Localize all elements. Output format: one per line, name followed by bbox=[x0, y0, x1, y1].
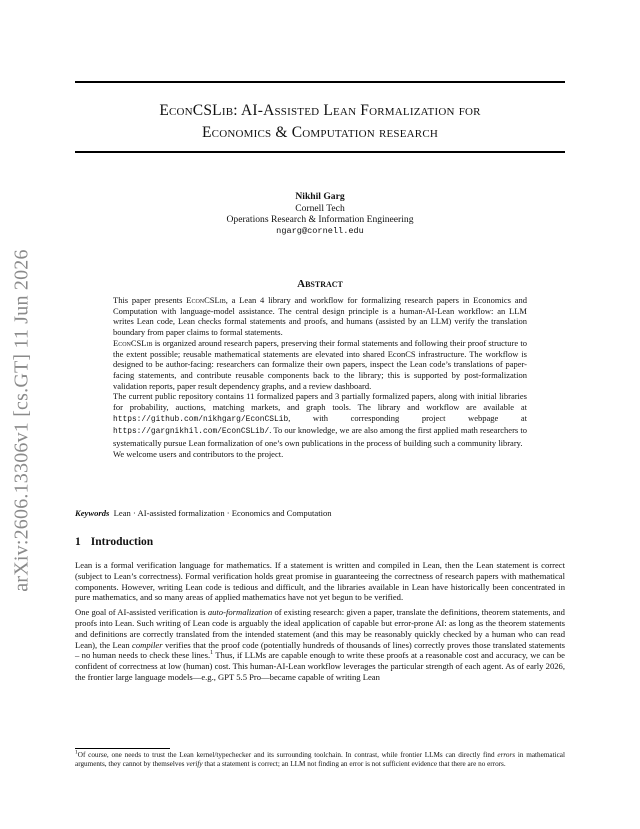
keywords-label: Keywords bbox=[75, 508, 110, 518]
abstract-heading: Abstract bbox=[297, 278, 343, 290]
author-affiliation-2: Operations Research & Information Engineering bbox=[226, 214, 414, 226]
library-name: EconCSLib bbox=[113, 337, 153, 348]
section-heading bbox=[75, 536, 153, 548]
abstract-paragraph-2 bbox=[113, 338, 527, 392]
section-title: Introduction bbox=[90, 536, 154, 548]
author-block bbox=[75, 191, 565, 237]
abstract-paragraph-3 bbox=[113, 391, 527, 449]
title-line-1: EconCSLib: AI-Assisted Lean Formalization for bbox=[159, 102, 481, 119]
abstract-text: is organized around research papers, preserving their formal statements and following their proof structure to the extent possible; reusable mathematical statements are elevated into shared EconCS infrastructure. The workflow is designed to be author-facing: researchers can formalize their own papers, inspect the Lean code’s translations of paper-facing statements, and contribute reusable components back to the library; this is supported by post-formalization validation reports, paper result dependency graphs, and a review dashboard. bbox=[113, 337, 527, 391]
title-rule-bottom bbox=[75, 151, 565, 153]
keywords-line bbox=[75, 508, 565, 519]
body-text: verifies that the proof code (potentially hundreds of thousands of lines) correctly proves those translated statements – no human needs to check these lines. bbox=[75, 639, 565, 661]
footnote-text: in mathematical arguments, they cannot by themselves bbox=[75, 751, 565, 769]
footnote-number: 1 bbox=[75, 749, 78, 756]
title-rule-top bbox=[75, 81, 565, 83]
paper-title bbox=[75, 100, 565, 144]
abstract-text: The current public repository contains 11 formalized papers and 3 partially formalized papers, along with initial libraries for probability, auctions, matching markets, and graph tools. The library and workflow are available at bbox=[113, 391, 527, 413]
project-webpage-link[interactable]: https://gargnikhil.com/EconCSLib/ bbox=[113, 427, 270, 437]
abstract-paragraph-1 bbox=[113, 295, 527, 338]
abstract-text: , with corresponding project webpage at bbox=[288, 412, 527, 423]
footnote-rule bbox=[75, 748, 170, 749]
body-text: of existing research: given a paper, translate the definitions, theorem statements, and proofs into Lean. Such writing of Lean code is arguably the ideal application of capable but error-prone AI: as long as the theorem statements and definitions are correctly translated from the intended statement (and this may be reasonably quickly checked by a human who can read Lean), the Lean bbox=[75, 607, 565, 650]
body-text: Thus, if LLMs are capable enough to write these proofs at a reasonable cost and accuracy, we can be confident of correctness at low (human) cost. This human-AI-Lean workflow leverages the particular strength of each agent. As of early 2026, the frontier large language models—e.g., GPT 5.5 Pro—became capable of writing Lean bbox=[75, 650, 565, 682]
introduction-body bbox=[75, 560, 565, 687]
author-affiliation-1: Cornell Tech bbox=[295, 202, 345, 214]
author-email[interactable]: ngarg@cornell.edu bbox=[276, 225, 364, 236]
footnote bbox=[75, 751, 565, 769]
keywords-text: Lean · AI-assisted formalization · Economics and Computation bbox=[113, 508, 332, 518]
abstract-text: , a Lean 4 library and workflow for formalizing research papers in Economics and Computation with language-model assistance. The central design principle is a human-AI-Lean workflow: an LLM writes Lean code, Lean checks formal statements and proofs, and humans (assisted by an LLM) verify the translation boundary from paper claims to formal statements. bbox=[113, 295, 528, 338]
abstract-text: . To our knowledge, we are also among the first applied math researchers to systematically pursue Lean formalization of one’s own publications in the process of building such a community library. bbox=[113, 425, 527, 449]
footnote-text: Of course, one needs to trust the Lean kernel/typechecker and its surrounding toolchain. In contrast, while frontier LLMs can directly find bbox=[77, 751, 498, 759]
author-name: Nikhil Garg bbox=[295, 191, 345, 202]
abstract-text: This paper presents bbox=[113, 295, 187, 305]
body-text: One goal of AI-assisted verification is bbox=[75, 607, 208, 618]
abstract-body bbox=[113, 295, 527, 460]
library-name: EconCSLib bbox=[186, 295, 226, 305]
body-emphasis: auto-formalization bbox=[207, 607, 273, 618]
body-paragraph-1: Lean is a formal verification language for mathematics. If a statement is written and compiled in Lean, then the Lean statement is correct (subject to Lean’s correctness). Formal verification holds great promise in guaranteeing the correctness of research papers with mathematical components. However, writing Lean code is tedious and difficult, and the libraries available in Lean have historically been concentrated in pure mathematics, and so many areas of applied mathematics have not yet begun to be verified. bbox=[75, 560, 565, 603]
footnote-reference[interactable]: 1 bbox=[210, 650, 214, 657]
title-line-2: Economics & Computation research bbox=[201, 124, 439, 141]
footnote-emphasis: errors bbox=[497, 751, 516, 759]
body-emphasis: compiler bbox=[132, 639, 163, 650]
footnote-emphasis: verify bbox=[186, 760, 203, 769]
abstract-paragraph-4: We welcome users and contributors to the project. bbox=[113, 448, 284, 459]
footnote-text: that a statement is correct; an LLM not finding an error is not sufficient evidence that there are no errors. bbox=[202, 760, 506, 769]
arxiv-identifier-text: arXiv:2606.13306v1 [cs.GT] 11 Jun 2026 bbox=[10, 248, 33, 592]
arxiv-identifier bbox=[2, 230, 42, 610]
section-number: 1 bbox=[75, 536, 81, 548]
body-paragraph-2 bbox=[75, 607, 565, 683]
repository-link[interactable]: https://github.com/nikhgarg/EconCSLib bbox=[113, 414, 289, 424]
